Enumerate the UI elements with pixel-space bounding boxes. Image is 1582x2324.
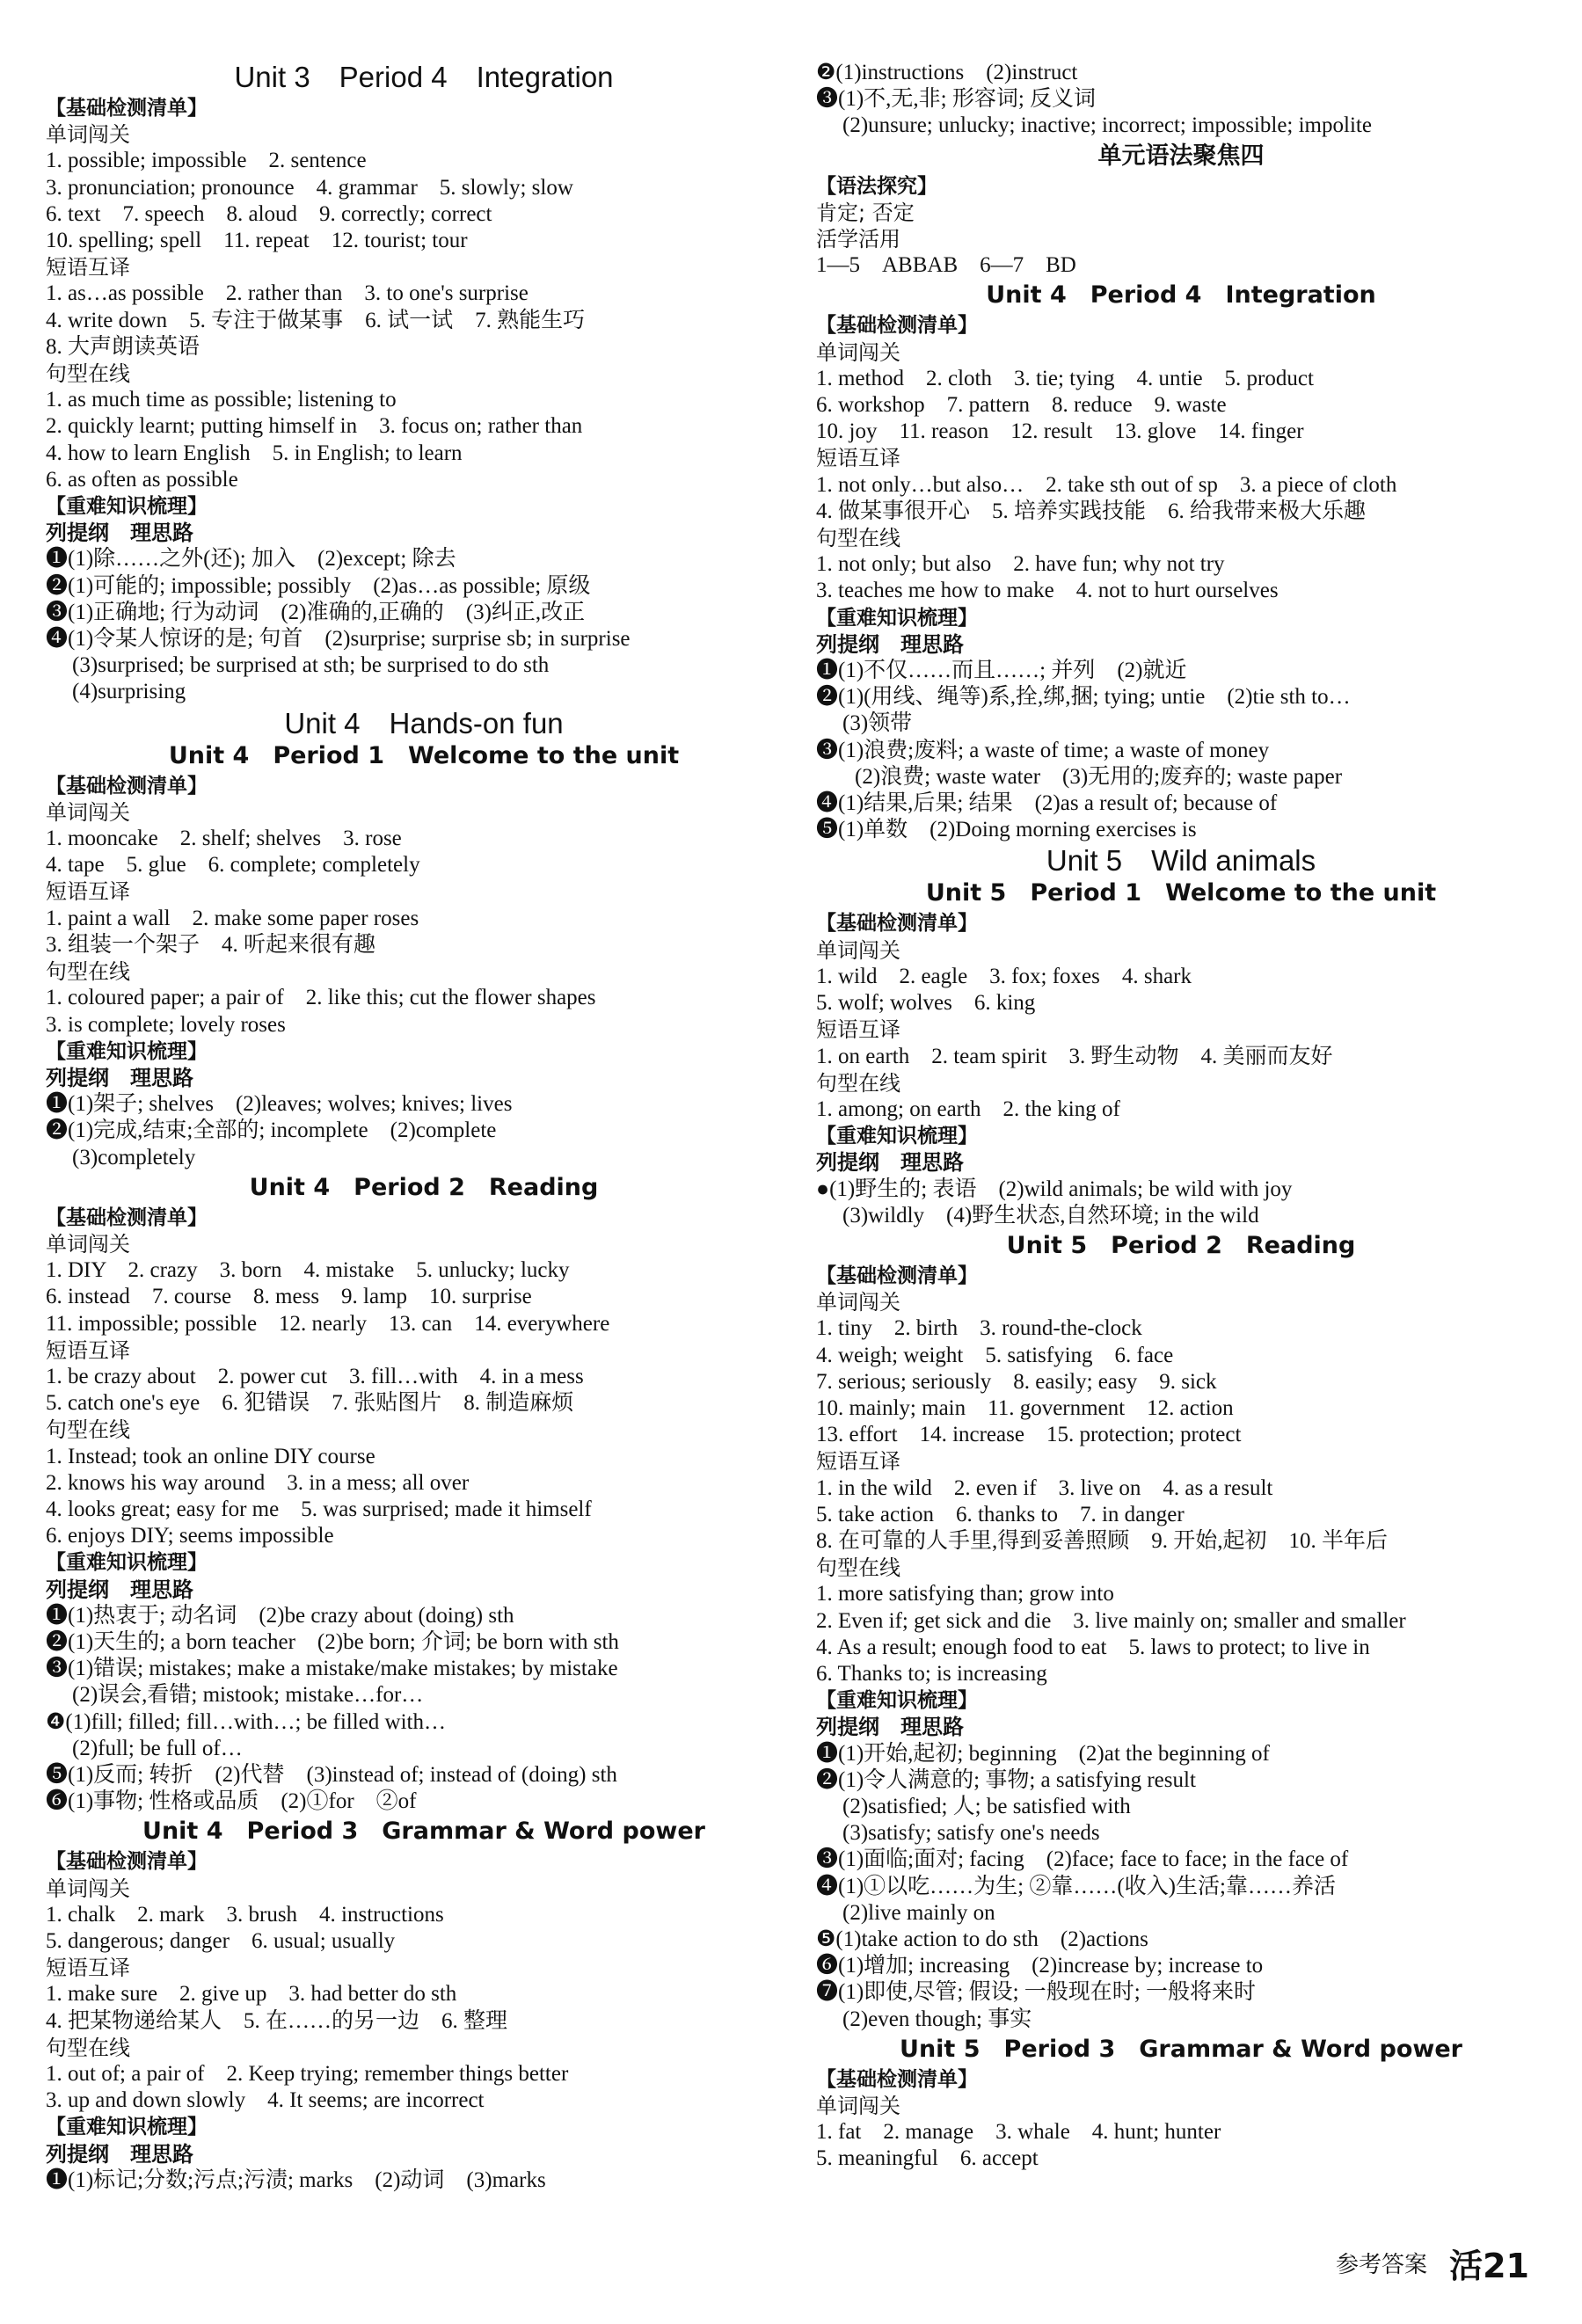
section-label: 【重难知识梳理】 xyxy=(46,2116,208,2139)
answer-line: 1. be crazy about 2. power cut 3. fill…with 4. in a mess xyxy=(46,1364,584,1388)
answer-line: ❺(1)take action to do sth (2)actions xyxy=(816,1927,1148,1951)
subsection-label: 单词闯关 xyxy=(816,339,900,365)
answer-line: (3)wildly (4)野生状态,自然环境; in the wild xyxy=(842,1203,1259,1228)
period-heading: Unit 5 Period 3 Grammar & Word power xyxy=(900,2035,1462,2063)
answer-line: 1. fat 2. manage 3. whale 4. hunt; hunter xyxy=(816,2120,1221,2145)
answer-line: (4)surprising xyxy=(72,680,186,704)
subsection-label: 句型在线 xyxy=(46,959,130,985)
section-label: 【重难知识梳理】 xyxy=(46,495,208,519)
answer-line: 4. 把某物递给某人 5. 在……的另一边 6. 整理 xyxy=(46,2008,508,2033)
answer-line: (3)surprised; be surprised at sth; be surprised to do sth xyxy=(72,653,550,678)
answer-line: 1. wild 2. eagle 3. fox; foxes 4. shark xyxy=(816,964,1192,988)
answer-line: 5. meaningful 6. accept xyxy=(816,2146,1039,2171)
section-label: 【基础检测清单】 xyxy=(816,912,978,936)
answer-line: 5. dangerous; danger 6. usual; usually xyxy=(46,1929,396,1953)
answer-line: (2)full; be full of… xyxy=(72,1736,243,1760)
page-number: 活21 xyxy=(1449,2247,1529,2285)
period-heading: Unit 4 Period 3 Grammar & Word power xyxy=(142,1818,705,1846)
subsection-label: 句型在线 xyxy=(816,526,900,551)
subsection-label: 单词闯关 xyxy=(46,799,130,825)
answer-line: 10. spelling; spell 11. repeat 12. tourist; tour xyxy=(46,229,468,253)
answer-line: ❻(1)事物; 性格或品质 (2)①for ②of xyxy=(46,1789,417,1814)
answer-line: 1. make sure 2. give up 3. had better do sth xyxy=(46,1982,457,2007)
answer-line: (3)completely xyxy=(72,1145,196,1169)
subsection-label: 句型在线 xyxy=(816,1555,900,1581)
answer-line: ❶(1)开始,起初; beginning (2)at the beginning of xyxy=(816,1741,1270,1766)
answer-line: 4. weigh; weight 5. satisfying 6. face xyxy=(816,1343,1174,1367)
answer-line: 6. instead 7. course 8. mess 9. lamp 10. surprise xyxy=(46,1285,532,1309)
unit-heading: Unit 4 Hands-on fun xyxy=(284,706,564,739)
answer-line: 2. quickly learnt; putting himself in 3. focus on; rather than xyxy=(46,414,583,439)
answer-line: (3)satisfy; satisfy one's needs xyxy=(842,1821,1100,1846)
answer-line: 6. enjoys DIY; seems impossible xyxy=(46,1524,334,1548)
subsection-label: 单词闯关 xyxy=(816,937,900,963)
answer-line: ❶(1)热衷于; 动名词 (2)be crazy about (doing) sth xyxy=(46,1603,514,1628)
answer-line: ❷(1)(用线、绳等)系,拴,绑,捆; tying; untie (2)tie sth to… xyxy=(816,685,1351,710)
section-label: 【重难知识梳理】 xyxy=(46,1551,208,1575)
period-heading: Unit 4 Period 1 Welcome to the unit xyxy=(168,741,680,769)
unit-heading: Unit 3 Period 4 Integration xyxy=(234,61,614,93)
answer-line: 1. not only; but also 2. have fun; why not try xyxy=(816,552,1225,577)
answer-line: (2)even though; 事实 xyxy=(842,2007,1032,2031)
answer-line: ❸(1)正确地; 行为动词 (2)准确的,正确的 (3)纠正,改正 xyxy=(46,600,586,624)
section-label: 【重难知识梳理】 xyxy=(816,1689,978,1713)
unit-heading: Unit 5 Wild animals xyxy=(1046,844,1316,878)
answer-line: 1. as…as possible 2. rather than 3. to one's surprise xyxy=(46,281,529,306)
answer-line: ❸(1)面临;面对; facing (2)face; face to face; in the face of xyxy=(816,1847,1349,1872)
period-heading: Unit 5 Period 1 Welcome to the unit xyxy=(925,879,1437,907)
answer-line: 1. not only…but also… 2. take sth out of sp 3. a piece of cloth xyxy=(816,472,1397,497)
answer-line: 1. out of; a pair of 2. Keep trying; remember things better xyxy=(46,2062,569,2087)
section-label: 【基础检测清单】 xyxy=(46,1850,208,1874)
answer-line: 2. knows his way around 3. in a mess; all over xyxy=(46,1470,470,1495)
answer-line: 1. on earth 2. team spirit 3. 野生动物 4. 美丽而友好 xyxy=(816,1044,1333,1068)
subsection-label: 短语互译 xyxy=(816,1449,900,1475)
answer-line: 4. 做某事很开心 5. 培养实践技能 6. 给我带来极大乐趣 xyxy=(816,499,1367,523)
answer-line: ❻(1)增加; increasing (2)increase by; increase to xyxy=(816,1954,1264,1978)
answer-line: 4. write down 5. 专注于做某事 6. 试一试 7. 熟能生巧 xyxy=(46,308,586,332)
footer-label: 参考答案 xyxy=(1336,2252,1428,2278)
answer-line: (2)satisfied; 人; be satisfied with xyxy=(842,1794,1131,1818)
answer-line: 3. up and down slowly 4. It seems; are incorrect xyxy=(46,2088,485,2113)
answer-line: 1. DIY 2. crazy 3. born 4. mistake 5. unlucky; lucky xyxy=(46,1258,570,1283)
section-label: 【重难知识梳理】 xyxy=(816,1125,978,1148)
answer-line: ❷(1)完成,结束;全部的; incomplete (2)complete xyxy=(46,1118,497,1143)
answer-line: 1. chalk 2. mark 3. brush 4. instructions xyxy=(46,1902,444,1927)
subsection-label: 肯定; 否定 xyxy=(816,200,915,225)
page-footer xyxy=(1336,2239,1529,2287)
subsection-label: 列提纲 理思路 xyxy=(46,521,193,546)
subsection-label: 句型在线 xyxy=(816,1070,900,1096)
section-label: 【基础检测清单】 xyxy=(816,1264,978,1287)
period-heading: Unit 5 Period 2 Reading xyxy=(1006,1231,1356,1259)
answer-line: (2)live mainly on xyxy=(842,1900,995,1925)
answer-line: 6. Thanks to; is increasing xyxy=(816,1661,1047,1686)
answer-line: 5. take action 6. thanks to 7. in danger xyxy=(816,1502,1185,1526)
answer-line: 1. tiny 2. birth 3. round-the-clock xyxy=(816,1316,1142,1341)
answer-line: ❺(1)反而; 转折 (2)代替 (3)instead of; instead of (doing) sth xyxy=(46,1762,617,1787)
answer-line: 5. catch one's eye 6. 犯错误 7. 张贴图片 8. 制造麻烦 xyxy=(46,1391,574,1416)
subsection-label: 短语互译 xyxy=(816,1017,900,1043)
answer-line: 6. as often as possible xyxy=(46,467,238,492)
answer-line: ❷(1)令人满意的; 事物; a satisfying result xyxy=(816,1767,1196,1792)
section-label: 【基础检测清单】 xyxy=(46,1206,208,1229)
answer-line: 1. mooncake 2. shelf; shelves 3. rose xyxy=(46,827,402,851)
section-label: 【重难知识梳理】 xyxy=(816,606,978,630)
subsection-label: 句型在线 xyxy=(46,2035,130,2060)
subsection-label: 单词闯关 xyxy=(816,2094,900,2119)
answer-line: 1. more satisfying than; grow into xyxy=(816,1582,1114,1606)
subsection-label: 列提纲 理思路 xyxy=(46,2141,193,2167)
period-heading: Unit 4 Period 2 Reading xyxy=(249,1173,599,1201)
answer-line: (2)误会,看错; mistook; mistake…for… xyxy=(72,1683,424,1708)
answer-line: ❷(1)可能的; impossible; possibly (2)as…as possible; 原级 xyxy=(46,573,591,598)
answer-line: 11. impossible; possible 12. nearly 13. can 14. everywhere xyxy=(46,1311,610,1336)
subsection-label: 短语互译 xyxy=(46,879,130,905)
answer-line: ❶(1)标记;分数;污点;污渍; marks (2)动词 (3)marks xyxy=(46,2167,546,2192)
answer-line: 4. tape 5. glue 6. complete; completely xyxy=(46,853,420,878)
answer-line: ❹(1)令某人惊讶的是; 句首 (2)surprise; surprise sb; in surprise xyxy=(46,627,631,652)
answer-line: 6. text 7. speech 8. aloud 9. correctly; correct xyxy=(46,201,492,226)
section-label: 【语法探究】 xyxy=(816,174,937,198)
answer-line: 1. Instead; took an online DIY course xyxy=(46,1444,375,1468)
answer-line: 10. joy 11. reason 12. result 13. glove 14. finger xyxy=(816,419,1304,444)
answer-line: 1—5 ABBAB 6—7 BD xyxy=(816,253,1076,278)
answer-line: ❷(1)天生的; a born teacher (2)be born; 介词; be born with sth xyxy=(46,1629,619,1654)
section-label: 【基础检测清单】 xyxy=(46,774,208,798)
answer-line: ❶(1)不仅……而且……; 并列 (2)就近 xyxy=(816,659,1187,683)
subsection-label: 列提纲 理思路 xyxy=(816,1715,964,1740)
answer-line: (2)unsure; unlucky; inactive; incorrect; impossible; impolite xyxy=(842,113,1372,138)
subsection-label: 单词闯关 xyxy=(816,1290,900,1315)
answer-line: 1. paint a wall 2. make some paper roses xyxy=(46,906,419,930)
answer-line: 3. 组装一个架子 4. 听起来很有趣 xyxy=(46,932,376,957)
answer-line: 6. workshop 7. pattern 8. reduce 9. waste xyxy=(816,393,1227,418)
subsection-label: 列提纲 理思路 xyxy=(46,1577,193,1602)
subsection-label: 句型在线 xyxy=(46,1417,130,1443)
answer-line: ❸(1)浪费;废料; a waste of time; a waste of money xyxy=(816,738,1270,762)
answer-line: ❹(1)结果,后果; 结果 (2)as a result of; because of xyxy=(816,791,1278,816)
subsection-label: 列提纲 理思路 xyxy=(816,631,964,657)
answer-line: 1. as much time as possible; listening to xyxy=(46,388,397,412)
section-label: 【基础检测清单】 xyxy=(816,314,978,338)
period-heading: Unit 4 Period 4 Integration xyxy=(986,281,1376,310)
answer-line: 8. 在可靠的人手里,得到妥善照顾 9. 开始,起初 10. 半年后 xyxy=(816,1528,1389,1553)
answer-line: ❹(1)fill; filled; fill…with…; be filled with… xyxy=(46,1709,446,1734)
answer-line: (2)浪费; waste water (3)无用的;废弃的; waste paper xyxy=(855,764,1343,789)
section-label: 【基础检测清单】 xyxy=(816,2067,978,2091)
answer-line: ❷(1)instructions (2)instruct xyxy=(816,61,1078,84)
answer-line: ❹(1)①以吃……为生; ②靠……(收入)生活;靠……养活 xyxy=(816,1874,1336,1898)
answer-line: 1. possible; impossible 2. sentence xyxy=(46,149,367,173)
answer-line: 2. Even if; get sick and die 3. live mainly on; smaller and smaller xyxy=(816,1608,1406,1633)
answer-line: 10. mainly; main 11. government 12. action xyxy=(816,1395,1234,1420)
subsection-label: 短语互译 xyxy=(46,1337,130,1363)
answer-line: 13. effort 14. increase 15. protection; protect xyxy=(816,1423,1242,1447)
subsection-label: 句型在线 xyxy=(46,361,130,387)
answer-line: ❼(1)即使,尽管; 假设; 一般现在时; 一般将来时 xyxy=(816,1980,1256,2005)
answer-line: ❶(1)除……之外(还); 加入 (2)except; 除去 xyxy=(46,547,456,572)
subsection-label: 短语互译 xyxy=(816,446,900,471)
subsection-label: 短语互译 xyxy=(46,1956,130,1981)
answer-line: (3)领带 xyxy=(842,711,913,736)
subsection-label: 单词闯关 xyxy=(46,122,130,148)
answer-line: 1. coloured paper; a pair of 2. like this; cut the flower shapes xyxy=(46,986,596,1010)
answer-line: ●(1)野生的; 表语 (2)wild animals; be wild with joy xyxy=(816,1177,1293,1201)
answer-line: 4. looks great; easy for me 5. was surprised; made it himself xyxy=(46,1497,592,1521)
subsection-label: 短语互译 xyxy=(46,255,130,280)
answer-line: 1. among; on earth 2. the king of xyxy=(816,1096,1120,1121)
subsection-label: 列提纲 理思路 xyxy=(46,1065,193,1090)
subsection-label: 单词闯关 xyxy=(46,1231,130,1257)
subsection-label: 列提纲 理思路 xyxy=(816,1150,964,1176)
answer-line: 8. 大声朗读英语 xyxy=(46,334,200,359)
section-label: 【基础检测清单】 xyxy=(46,97,208,120)
subsection-label: 活学活用 xyxy=(816,227,900,252)
period-heading: 单元语法聚焦四 xyxy=(1097,142,1265,170)
answer-line: ❺(1)单数 (2)Doing morning exercises is xyxy=(816,818,1197,842)
left-column xyxy=(46,60,802,2194)
answer-line: 7. serious; seriously 8. easily; easy 9. sick xyxy=(816,1369,1217,1394)
answer-line: 3. is complete; lovely roses xyxy=(46,1012,286,1037)
answer-line: 4. how to learn English 5. in English; to learn xyxy=(46,441,463,465)
answer-line: ❶(1)架子; shelves (2)leaves; wolves; knives; lives xyxy=(46,1092,513,1117)
answer-line: ❸(1)错误; mistakes; make a mistake/make mistakes; by mistake xyxy=(46,1657,618,1681)
answer-line: 3. teaches me how to make 4. not to hurt ourselves xyxy=(816,579,1279,603)
answer-line: ❸(1)不,无,非; 形容词; 反义词 xyxy=(816,87,1097,112)
answer-line: 1. in the wild 2. even if 3. live on 4. as a result xyxy=(816,1475,1273,1500)
section-label: 【重难知识梳理】 xyxy=(46,1039,208,1063)
answer-line: 5. wolf; wolves 6. king xyxy=(816,991,1036,1016)
answer-line: 1. method 2. cloth 3. tie; tying 4. untie 5. product xyxy=(816,366,1314,390)
answer-line: 3. pronunciation; pronounce 4. grammar 5. slowly; slow xyxy=(46,175,573,200)
right-column xyxy=(816,60,1546,2173)
subsection-label: 单词闯关 xyxy=(46,1876,130,1901)
answer-line: 4. As a result; enough food to eat 5. laws to protect; to live in xyxy=(816,1635,1370,1659)
